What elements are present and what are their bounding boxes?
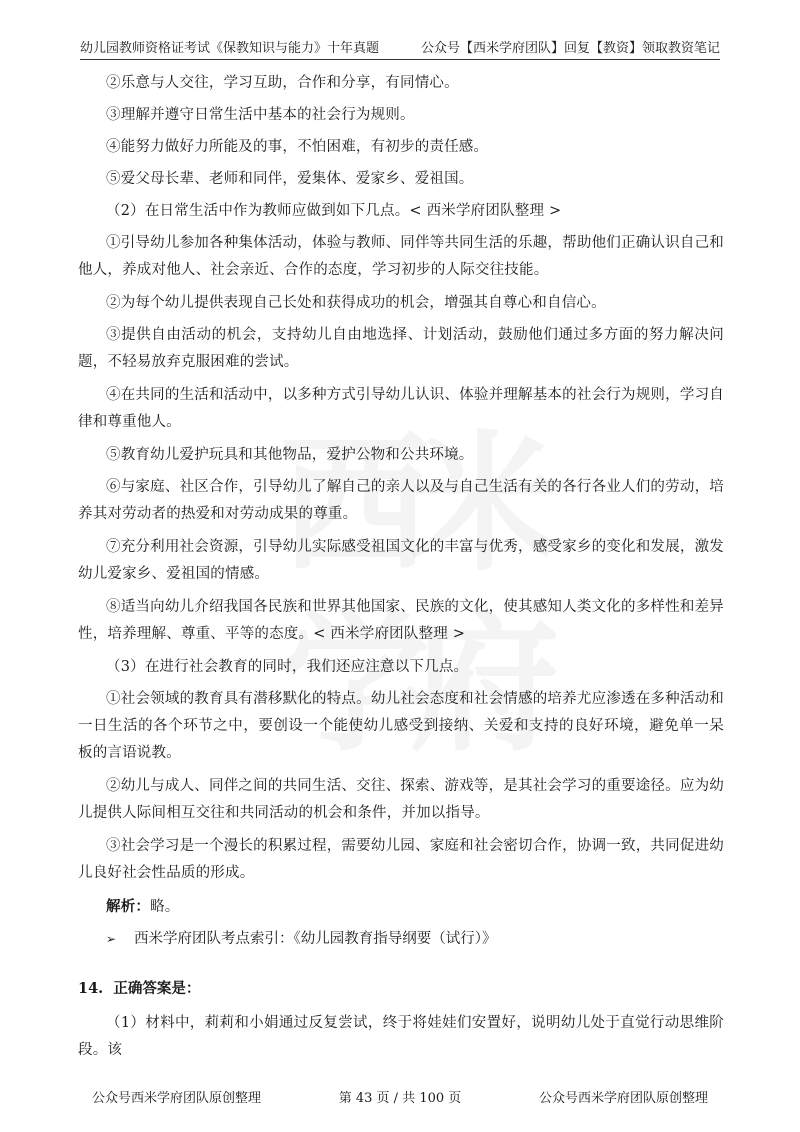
arrow-bullet-icon: ➢ [106, 932, 117, 946]
paragraph: ④能努力做好力所能及的事，不怕困难，有初步的责任感。 [106, 139, 489, 155]
paragraph: ②乐意与人交往，学习互助，合作和分享，有同情心。 [106, 75, 459, 91]
question-title: 正确答案是： [113, 980, 201, 997]
paragraph: ④在共同的生活和活动中，以多种方式引导幼儿认识、体验并理解基本的社会行为规则，学习自律和尊重他人。 [78, 387, 724, 430]
question-heading [78, 975, 724, 1002]
paragraph: ③社会学习是一个漫长的积累过程，需要幼儿园、家庭和社会密切合作，协调一致，共同促进幼儿良好社会性品质的形成。 [78, 838, 724, 881]
page-header [80, 36, 720, 60]
paragraph: （3）在进行社会教育的同时，我们还应注意以下几点。 [106, 659, 469, 675]
header-title: 幼儿园教师资格证考试《保教知识与能力》十年真题 [80, 41, 380, 56]
question-number: 14. [78, 980, 104, 997]
page-footer [92, 1087, 708, 1106]
paragraph: ⑤教育幼儿爱护玩具和其他物品，爱护公物和公共环境。 [106, 447, 474, 463]
paragraph: ②为每个幼儿提供表现自己长处和获得成功的机会，增强其自尊心和自信心。 [106, 295, 606, 311]
paragraph: （2）在日常生活中作为教师应做到如下几点。< 西米学府团队整理 > [106, 203, 562, 219]
paragraph: ③提供自由活动的机会，支持幼儿自由地选择、计划活动，鼓励他们通过多方面的努力解决问题，不轻易放弃克服困难的尝试。 [78, 327, 724, 370]
answer-paragraph: （1）材料中，莉莉和小娟通过反复尝试，终于将娃娃们安置好，说明幼儿处于直觉行动思维阶段。该 [78, 1015, 724, 1058]
footer-right: 公众号西米学府团队原创整理 [538, 1091, 708, 1106]
paragraph: ⑥与家庭、社区合作，引导幼儿了解自己的亲人以及与自己生活有关的各行各业人们的劳动，培养其对劳动者的热爱和对劳动成果的尊重。 [78, 479, 724, 522]
analysis-label: 解析： [106, 898, 151, 915]
paragraph: ③理解并遵守日常生活中基本的社会行为规则。 [106, 107, 415, 123]
header-promo: 公众号【西米学府团队】回复【教资】领取教资笔记 [420, 41, 720, 56]
paragraph: ①社会领域的教育具有潜移默化的特点。幼儿社会态度和社会情感的培养尤应渗透在多种活动和一日生活的各个环节之中，要创设一个能使幼儿感受到接纳、关爱和支持的良好环境，避免单一呆板的言语说教。 [78, 691, 724, 761]
knowledge-index [106, 926, 724, 953]
paragraph: ②幼儿与成人、同伴之间的共同生活、交往、探索、游戏等，是其社会学习的重要途径。应为幼儿提供人际间相互交往和共同活动的机会和条件，并加以指导。 [78, 778, 724, 821]
page-number: 第 43 页 / 共 100 页 [338, 1091, 462, 1106]
analysis-line [78, 893, 724, 921]
knowledge-index-text: 西米学府团队考点索引：《幼儿园教育指导纲要（试行）》 [134, 931, 497, 947]
paragraph: ⑦充分利用社会资源，引导幼儿实际感受祖国文化的丰富与优秀，感受家乡的变化和发展，激发幼儿爱家乡、爱祖国的情感。 [78, 539, 724, 582]
paragraph: ①引导幼儿参加各种集体活动，体验与教师、同伴等共同生活的乐趣，帮助他们正确认识自己和他人，养成对他人、社会亲近、合作的态度，学习初步的人际交往技能。 [78, 235, 724, 278]
analysis-text: 略。 [150, 899, 180, 915]
page-content [78, 70, 724, 1069]
paragraph: ⑧适当向幼儿介绍我国各民族和世界其他国家、民族的文化，使其感知人类文化的多样性和差异性，培养理解、尊重、平等的态度。< 西米学府团队整理 > [78, 599, 724, 642]
paragraph: ⑤爱父母长辈、老师和同伴，爱集体、爱家乡、爱祖国。 [106, 171, 474, 187]
footer-left: 公众号西米学府团队原创整理 [92, 1091, 262, 1106]
